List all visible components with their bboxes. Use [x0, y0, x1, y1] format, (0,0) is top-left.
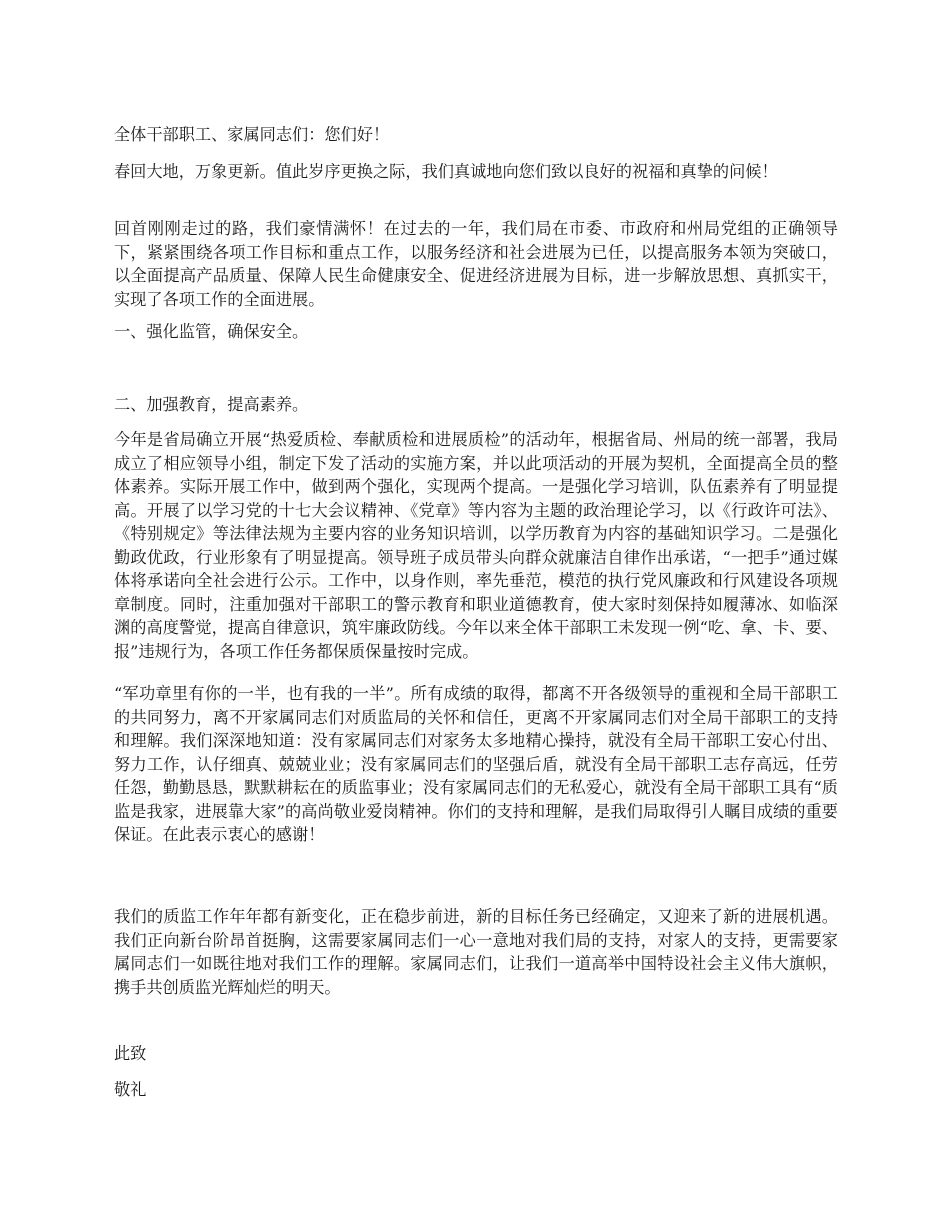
section-heading-2: 二、加强教育，提高素养。 — [114, 395, 309, 414]
letter-page — [114, 0, 838, 1230]
salutation: 全体干部职工、家属同志们：您们好！ — [114, 125, 390, 144]
thanks-paragraph: “军功章里有你的一半，也有我的一半”。所有成绩的取得，都离不开各级领导的重视和全局干部职工的共同努力，离不开家属同志们对质监局的关怀和信任，更离不开家属同志们对全局干部职工的支持和理解。我们深深地知道：没有家属同志们对家务太多地精心操持，就没有全局干部职工安心付出、努力工作，认仔细真、兢兢业业；没有家属同志们的坚强后盾，就没有全局干部职工志存高远，任劳任怨，勤勤恳恳，默默耕耘在的质监事业；没有家属同志们的无私爱心，就没有全局干部职工具有“质监是我家，进展靠大家”的高尚敬业爱岗精神。你们的支持和理解，是我们局取得引人瞩目成绩的重要保证。在此表示衷心的感谢！ — [114, 684, 838, 844]
outlook-paragraph: 我们的质监工作年年都有新变化，正在稳步前进，新的目标任务已经确定，又迎来了新的进展机遇。我们正向新台阶昂首挺胸，这需要家属同志们一心一意地对我们局的支持，对家人的支持，更需要家属同志们一如既往地对我们工作的理解。家属同志们，让我们一道高举中国特设社会主义伟大旗帜，携手共创质监光辉灿烂的明天。 — [114, 907, 838, 997]
closing-line-1: 此致 — [114, 1044, 147, 1063]
review-paragraph: 回首刚刚走过的路，我们豪情满怀！在过去的一年，我们局在市委、市政府和州局党组的正确领导下，紧紧围绕各项工作目标和重点工作，以服务经济和社会进展为已任，以提高服务本领为突破口，以全面提高产品质量、保障人民生命健康安全、促进经济进展为目标，进一步解放思想、真抓实干，实现了各项工作的全面进展。 — [114, 219, 838, 309]
education-paragraph: 今年是省局确立开展“热爱质检、奉献质检和进展质检”的活动年，根据省局、州局的统一部署，我局成立了相应领导小组，制定下发了活动的实施方案，并以此项活动的开展为契机，全面提高全员的整体素养。实际开展工作中，做到两个强化，实现两个提高。一是强化学习培训，队伍素养有了明显提高。开展了以学习党的十七大会议精神、《党章》等内容为主题的政治理论学习，以《行政许可法》、《特别规定》等法律法规为主要内容的业务知识培训，以学历教育为内容的基础知识学习。二是强化勤政优政，行业形象有了明显提高。领导班子成员带头向群众就廉洁自律作出承诺，“一把手”通过媒体将承诺向全社会进行公示。工作中，以身作则，率先垂范，模范的执行党风廉政和行风建设各项规章制度。同时，注重加强对干部职工的警示教育和职业道德教育，使大家时刻保持如履薄冰、如临深渊的高度警觉，提高自律意识，筑牢廉政防线。今年以来全体干部职工未发现一例“吃、拿、卡、要、报”违规行为，各项工作任务都保质保量按时完成。 — [114, 430, 838, 661]
greeting-paragraph: 春回大地，万象更新。值此岁序更换之际，我们真诚地向您们致以良好的祝福和真挚的问候！ — [114, 162, 778, 181]
closing-line-2: 敬礼 — [114, 1080, 147, 1099]
section-heading-1: 一、强化监管，确保安全。 — [114, 322, 309, 341]
